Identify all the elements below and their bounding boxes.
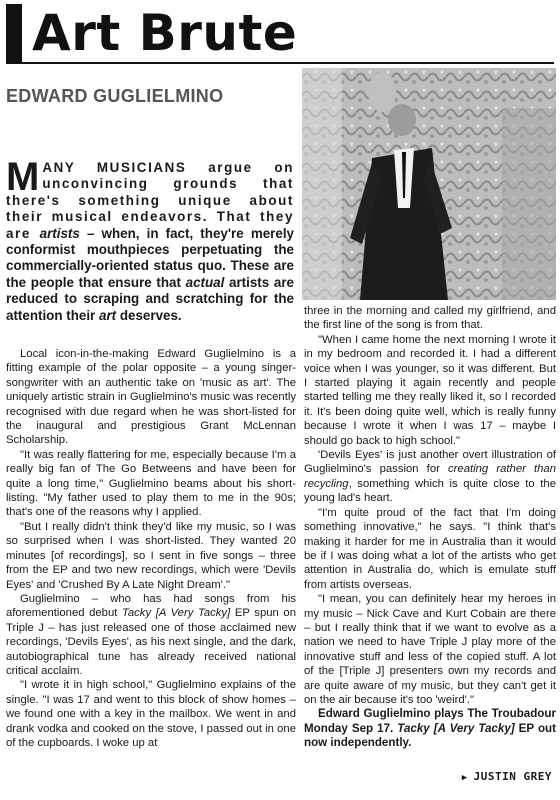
- intro-emphasis-artists: artists: [39, 225, 80, 241]
- paragraph: [304, 448, 556, 506]
- intro-middle: – when, in fact, they're merely conformist mouthpieces perpetuating the commercially-oriented status quo. These are the people that ensure that: [6, 225, 294, 290]
- promo-ep-title: Tacky [A Very Tacky]: [397, 721, 515, 735]
- paragraph: "It was really flattering for me, especially because I'm a really big fan of The Go Betweens and have been for quite a long time," Guglielmino beams about his short-listing. "My father used to play them to me in the 90s; that's one of the reasons why I applied.: [6, 448, 296, 519]
- paragraph: "I wrote it in high school," Guglielmino explains of the single. "I was 17 and went to this block of show homes – we found one with a key in the mailbox. We went in and drank vodka and cooked on the stove, I passed out in one of the cupboards. I woke up at: [6, 679, 296, 749]
- paragraph-text: , something which is quite close to the young lad's heart.: [304, 477, 556, 505]
- ep-title: Tacky [A Very Tacky]: [122, 607, 231, 620]
- paragraph: [6, 592, 296, 678]
- author-credit: [462, 770, 552, 783]
- masthead-bar: [6, 4, 22, 64]
- author-name: JUSTIN GREY: [473, 770, 552, 783]
- right-column: [304, 304, 556, 751]
- intro-emphasis-actual: actual: [185, 274, 225, 290]
- paragraph-text: EP spun on Triple J – has just released one of those acclaimed new recordings, 'Devils Eyes', as his next single, and the dark, autobiographical tune has already received national critical acclaim.: [6, 607, 296, 677]
- page-title: Art Brute: [32, 4, 298, 62]
- intro-lead: ANY MUSICIANS argue on unconvincing grounds that there's something unique about their musical endeavors. That they are: [6, 160, 294, 241]
- intro-emphasis-art: art: [99, 307, 117, 323]
- intro-paragraph: [6, 155, 294, 324]
- masthead-rule: [22, 62, 554, 64]
- gig-promo: [304, 707, 556, 750]
- paragraph: "When I came home the next morning I wrote it in my bedroom and recorded it. I had a different voice when I was younger, so it was different. But I started playing it again recently and people started telling me they really liked it, so I recorded it. It's been doing quite well, which is really funny because I wrote it when I was 17 – maybe I should go back to high school.": [304, 333, 556, 447]
- byline: EDWARD GUGLIELMINO: [6, 86, 224, 106]
- intro-middle-2: artists are reduced to scraping and scratching for the attention their: [6, 274, 294, 323]
- paragraph: "I'm quite proud of the fact that I'm doing something innovative," he says. "I think that's making it harder for me in Australia than it would be if I was doing what a lot of the artists who get attention in Australia do, which is emulate stuff from artists overseas.: [304, 506, 556, 591]
- paragraph: three in the morning and called my girlfriend, and the first line of the song is from that.: [304, 305, 556, 332]
- triangle-icon: ▶: [461, 773, 468, 783]
- promo-text: Edward Guglielmino plays The Troubadour Monday Sep 17.: [304, 707, 556, 735]
- paragraph: "But I really didn't think they'd like my music, so I was so surprised when I was short-listed. They wanted 20 minutes [of recordings], so I sent in five songs – three from the EP and two new recordings, which were 'Devils Eyes' and 'Crushed By A Late Night Dream'.": [6, 520, 296, 591]
- left-column: [6, 347, 296, 750]
- drop-cap: M: [6, 155, 40, 199]
- paragraph-text: 'Devils Eyes' is just another overt illustration of Guglielmino's passion for: [304, 449, 556, 476]
- intro-end: deserves.: [116, 307, 182, 323]
- paragraph: "I mean, you can definitely hear my heroes in my music – Nick Cave and Kurt Cobain are there – but I really think that if we want to evolve as a nation we need to have Triple J play more of the innovative stuff and less of the copied stuff. A lot of the [Triple J] presenters own my records and are quite aware of my music, but they can't get it on the air because it's too 'weird'.": [304, 593, 556, 706]
- artist-photo-illustration: [302, 68, 556, 300]
- masthead: [6, 4, 554, 64]
- artist-photo: [302, 68, 556, 300]
- promo-text: EP out now independently.: [304, 721, 556, 750]
- paragraph-text: Guglielmino – who has had songs from his aforementioned debut: [6, 592, 296, 620]
- emphasis-creating: creating rather than recycling: [304, 463, 556, 490]
- paragraph: Local icon-in-the-making Edward Guglielmino is a fitting example of the polar opposite – a young singer-songwriter with an authentic take on 'music as art'. The uniquely artistic strain in Guglielmino's music was recently recognised with due regard when he was short-listed for the inaugural and prestigious Grant McLennan Scholarship.: [6, 348, 296, 447]
